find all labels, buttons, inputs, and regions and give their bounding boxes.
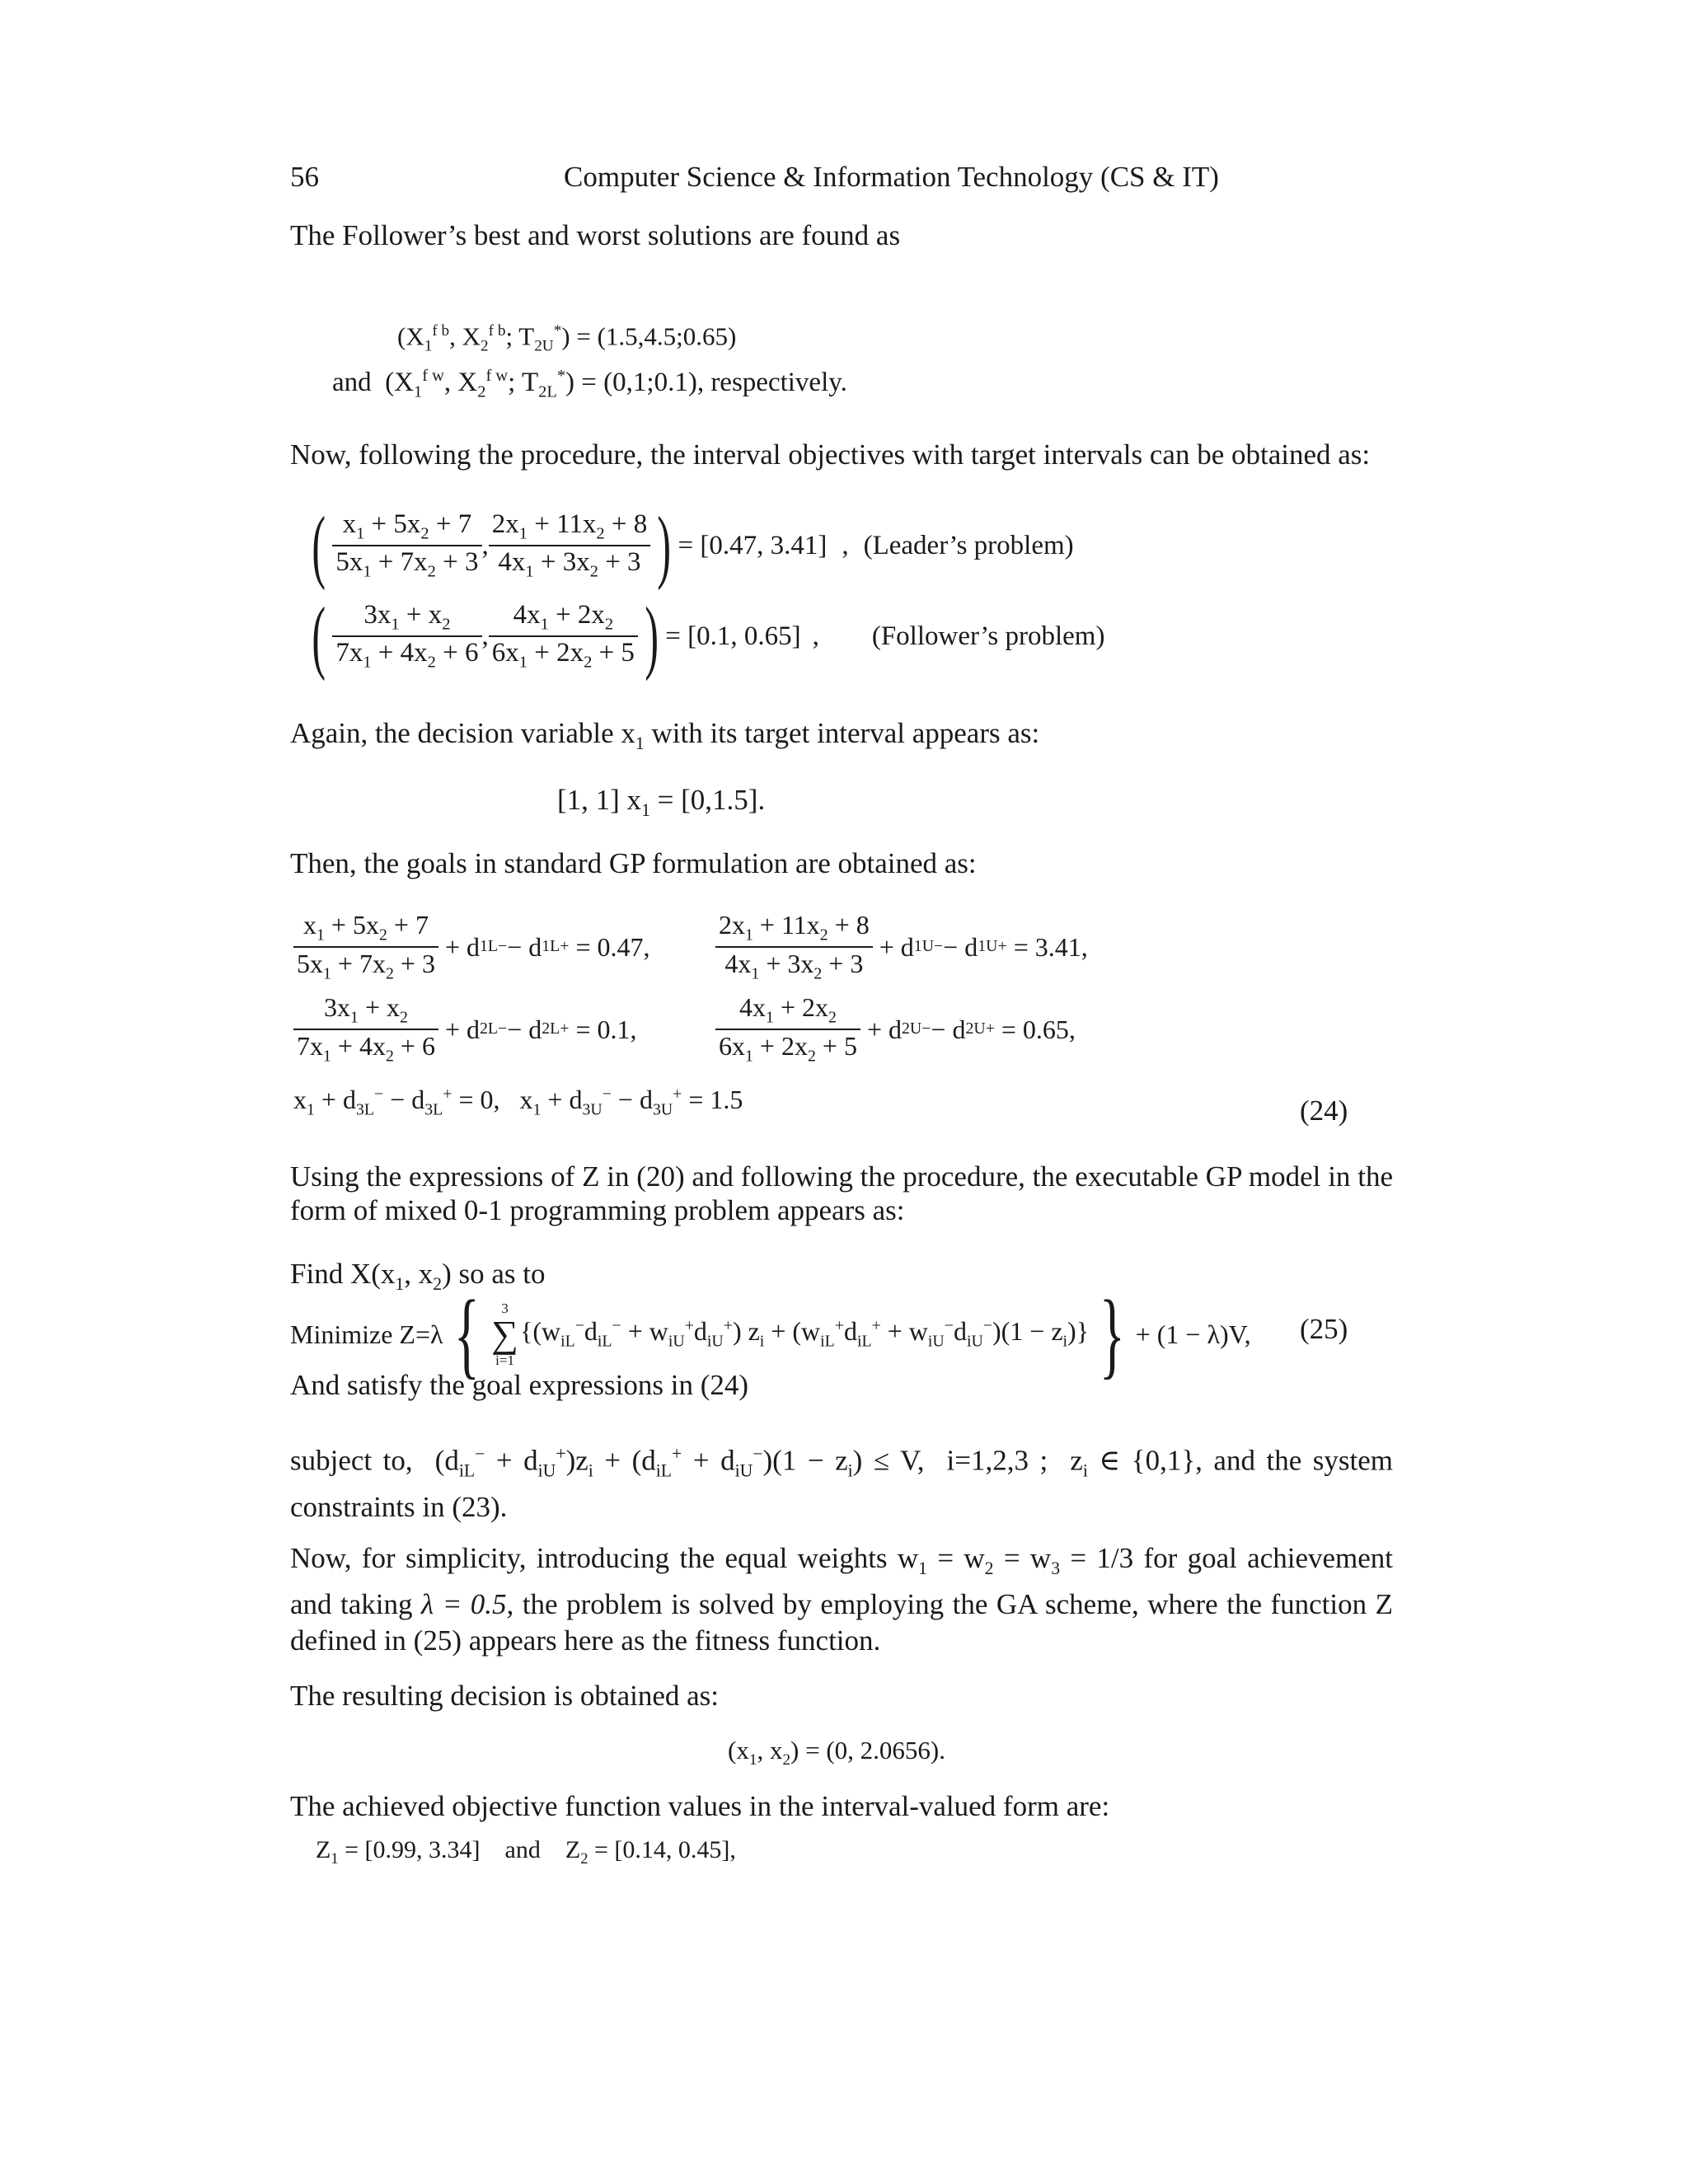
achieved-text: The achieved objective function values in the interval-valued form are: xyxy=(290,1790,1110,1822)
model-paragraph: Using the expressions of Z in (20) and following the procedure, the executable GP model in the form of mixed 0-1 programming problem appears as: xyxy=(290,1160,1393,1226)
best-solution-equation: ($X_1^{f b}$, $X_2^{f b}$; $T_{2U}^*$) = (1.5,4.5;0.65) xyxy=(397,321,737,355)
weights-paragraph: Now, for simplicity, introducing the equal weights $w_1 = w_2 = w_3 = 1/3$ for goal achievement and taking λ = 0.5, the problem is solved by employing the GA scheme, where the function Z defined in (25) appears here as the fitness function. xyxy=(290,1542,1394,1657)
subject-to-paragraph: subject to, $(d_{iL}^- + d_{iU}^+)z_i + (d_{iL}^+ + d_{iU}^-)(1 - z_i) \le V$, i=1,2,3 ; $z_i$ ∈ {0,1}, and the system constraints in (23). xyxy=(290,1444,1393,1523)
equation-number-25: (25) xyxy=(1300,1313,1348,1345)
achieved-values-equation: $Z_1 = [0.99$, 3.34] and $Z_2 = [0.14$, 0.45], xyxy=(316,1836,736,1868)
satisfy-statement: And satisfy the goal expressions in (24) xyxy=(290,1369,749,1401)
decision-result-equation: ($x_1$, $x_2) = (0$, 2.0656). xyxy=(728,1736,945,1769)
follower-objective-equation: ( $\frac{3x_1 + x_2}{7x_1 + 4x_2 + 6}$ , $\frac{4x_1 + 2x_2}{6x_1 + 2x_2 + 5}$ ) = [0.1, 0.65] , (Follower’s problem) xyxy=(312,590,1105,682)
decision-variable-text: Again, the decision variable $x_1$ with its target interval appears as: xyxy=(290,717,1040,753)
goal-1-equation: $\frac{x_1 + 5x_2 + 7}{5x_1 + 7x_2 + 3}$ + d 1L − − d 1L + = 0.47, xyxy=(293,912,650,982)
leader-objective-equation: ( $\frac{x_1 + 5x_2 + 7}{5x_1 + 7x_2 + 3}$ , $\frac{2x_1 + 11x_2 + 8}{4x_1 + 3x_2 + 3}$ ) = [0.47, 3.41] , (Leader’s problem) xyxy=(312,499,1074,591)
result-text: The resulting decision is obtained as: xyxy=(290,1680,720,1712)
decision-variable-equation: [1, 1] $x_1 = [0,1.5]$. xyxy=(557,784,766,820)
goal-2-equation: $\frac{2x_1 + 11x_2 + 8}{4x_1 + 3x_2 + 3}$ + d 1U − − d 1U + = 3.41, xyxy=(715,912,1088,982)
minimize-equation: Minimize Z=λ { 3 ∑ i=1 $\{(w_{iL}^-d_{iL}^- + w_{iU}^+d_{iU}^+) z_i + (w_{iL}^+d_{iL}^+ + w_{iU}^-d_{iU}^-)(1 - z_i)\}$ } + (1 − λ)V, xyxy=(290,1280,1251,1388)
worst-solution-equation: and ($X_1^{f w}$, $X_2^{f w}$; $T_{2L}^*$) = (0,1;0.1), respectively. xyxy=(332,367,847,401)
page-number: 56 xyxy=(290,161,319,193)
find-statement: Find $X(x_1$, $x_2$) so as to xyxy=(290,1258,546,1294)
goal-4-equation: $\frac{4x_1 + 2x_2}{6x_1 + 2x_2 + 5}$ + d 2U − − d 2U + = 0.65, xyxy=(715,994,1076,1065)
gp-goals-text: Then, the goals in standard GP formulation are obtained as: xyxy=(290,847,977,879)
running-title: Computer Science & Information Technology (CS & IT) xyxy=(564,161,1219,193)
goal-5-6-equation: $x_1 + d_{3L}^- - d_{3L}^+ = 0$, $x_1 + d_{3U}^- - d_{3U}^+ = 1.5$ xyxy=(293,1085,743,1119)
follower-solutions-text: The Follower’s best and worst solutions are found as xyxy=(290,219,901,251)
goal-3-equation: $\frac{3x_1 + x_2}{7x_1 + 4x_2 + 6}$ + d 2L − − d 2L + = 0.1, xyxy=(293,994,637,1065)
equation-number-24: (24) xyxy=(1300,1094,1348,1127)
interval-objectives-text: Now, following the procedure, the interval objectives with target intervals can be obtained as: xyxy=(290,438,1371,471)
